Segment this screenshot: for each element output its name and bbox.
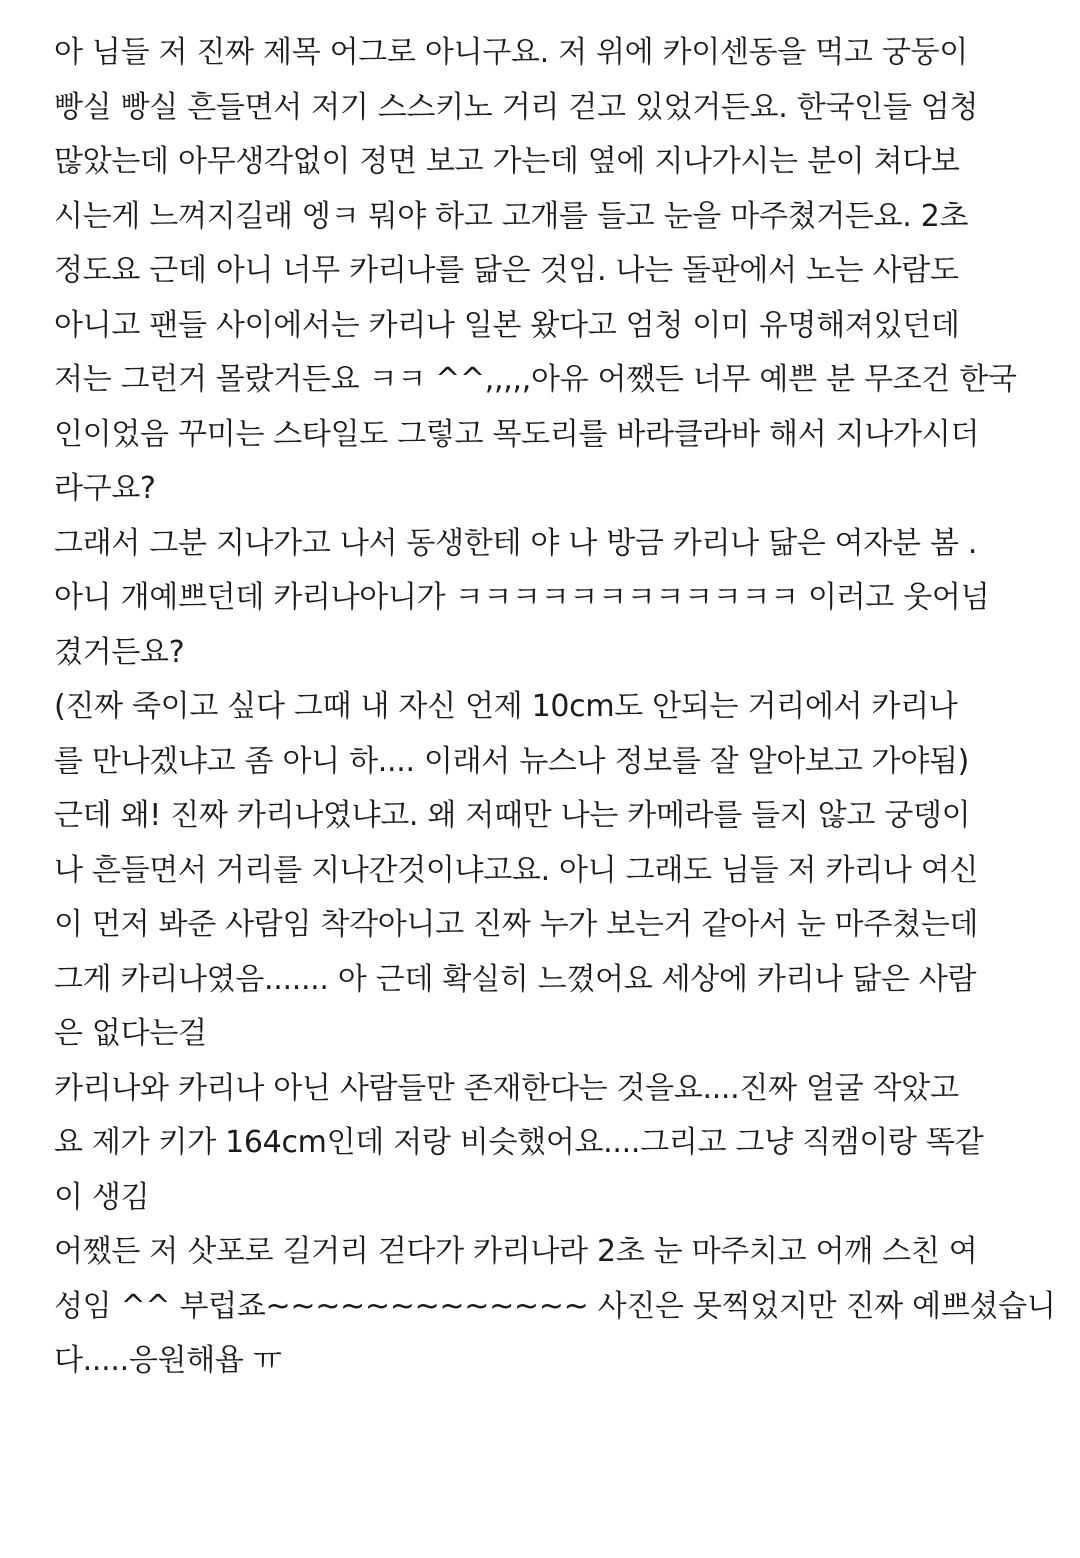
text-line: 를 만나겠냐고 좀 아니 하.... 이래서 뉴스나 정보를 잘 알아보고 가야됨)	[54, 743, 970, 779]
text-line: 저는 그런거 몰랐거든요 ㅋㅋ ^^,,,,,아유 어쨌든 너무 예쁜 분 무조건 한국	[54, 362, 1017, 397]
text-line: 아 님들 저 진짜 제목 어그로 아니구요. 저 위에 카이센동을 먹고 궁둥이	[54, 35, 968, 70]
text-line: 많았는데 아무생각없이 정면 보고 가는데 옆에 지나가시는 분이 쳐다보	[54, 144, 960, 179]
text-line: 나 흔들면서 거리를 지나간것이냐고요. 아니 그래도 님들 저 카리나 여신	[54, 852, 979, 888]
text-line: 다.....응원해욥 ㅠ	[54, 1343, 282, 1378]
text-line: 겼거든요?	[54, 634, 185, 670]
text-line: 요 제가 키가 164cm인데 저랑 비슷했어요....그리고 그냥 직캠이랑 똑같	[54, 1125, 984, 1160]
text-line: 빵실 빵실 흔들면서 저기 스스키노 거리 걷고 있었거든요. 한국인들 엄청	[54, 89, 979, 125]
text-line: 이 생김	[54, 1179, 150, 1215]
text-line: 그게 카리나였음....... 아 근데 확실히 느꼈어요 세상에 카리나 닮은 사람	[54, 961, 977, 997]
text-line: 인이었음 꾸미는 스타일도 그렇고 목도리를 바라클라바 해서 지나가시더	[54, 416, 980, 452]
text-line: 아니 개예쁘던데 카리나아니가 ㅋㅋㅋㅋㅋㅋㅋㅋㅋㅋㅋㅋ 이러고 웃어넘	[54, 580, 990, 615]
text-line: 이 먼저 봐준 사람임 착각아니고 진짜 누가 보는거 같아서 눈 마주쳤는데	[54, 907, 979, 942]
text-line: 아니고 팬들 사이에서는 카리나 일본 왔다고 엄청 이미 유명해져있던데	[54, 307, 960, 343]
text-line: 라구요?	[54, 471, 156, 506]
text-line: 그래서 그분 지나가고 나서 동생한테 야 나 방금 카리나 닮은 여자분 봄 .	[54, 525, 978, 561]
text-line: 카리나와 카리나 아닌 사람들만 존재한다는 것을요....진짜 얼굴 작았고	[54, 1070, 959, 1106]
text-line: 어쨌든 저 삿포로 길거리 걷다가 카리나라 2초 눈 마주치고 어깨 스친 여	[54, 1234, 978, 1269]
text-line: 은 없다는걸	[54, 1016, 207, 1051]
text-line: 성임 ^^ 부럽죠~~~~~~~~~~~~~ 사진은 못찍었지만 진짜 예쁘셨습니	[54, 1288, 1056, 1324]
text-line: (진짜 죽이고 싶다 그때 내 자신 언제 10cm도 안되는 거리에서 카리나	[54, 689, 958, 724]
text-line: 근데 왜! 진짜 카리나였냐고. 왜 저때만 나는 카메라를 들지 않고 궁뎅이	[54, 798, 971, 833]
text-line: 시는게 느껴지길래 엥ㅋ 뭐야 하고 고개를 들고 눈을 마주쳤거든요. 2초	[54, 198, 969, 234]
text-line: 정도요 근데 아니 너무 카리나를 닮은 것임. 나는 돌판에서 노는 사람도	[54, 253, 959, 288]
post-body	[54, 26, 1054, 1389]
